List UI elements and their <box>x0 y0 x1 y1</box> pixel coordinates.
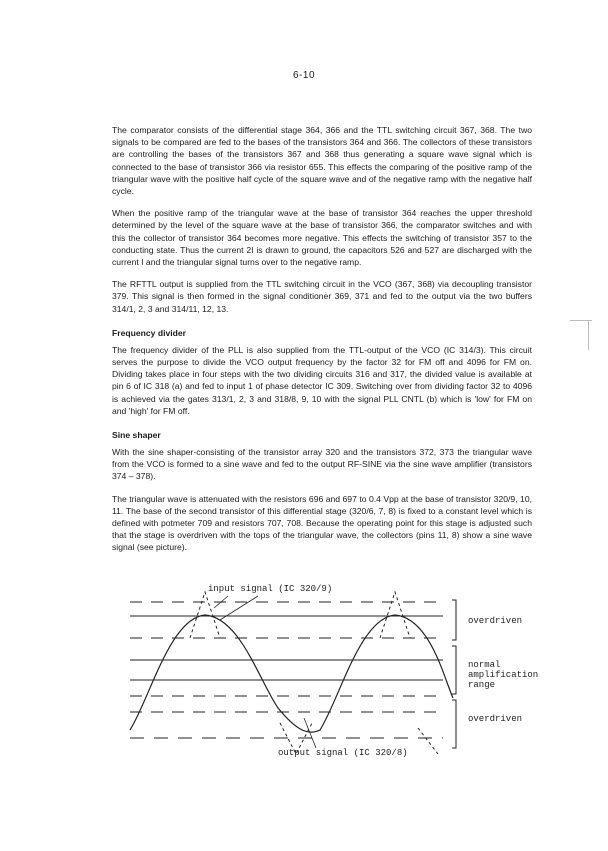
overdriven-bottom-label: overdriven <box>468 714 523 724</box>
document-body <box>112 124 532 564</box>
sine-shaper-diagram <box>108 578 568 768</box>
frequency-divider-paragraph: The frequency divider of the PLL is also supplied from the TTL-output of the VCO (IC 314/3). This circuit serves the purpose to divide the VCO output frequency by the factor 32 for FM off and 4096 for FM on. Dividing takes place in four steps with the two dividing circuits 316 and 317, the divided value is available at pin 6 of IC 318 (a) and fed to input 1 of phase detector IC 309. Switching over from dividing factor 32 to 4096 is achieved via the gates 313/1, 2, 3 and 318/8, 9, 10 with the signal PLL CNTL (b) which is 'low' for FM on and 'high' for FM off. <box>112 344 532 416</box>
normal-label: normal <box>468 660 501 670</box>
output-signal-label: output signal (IC 320/8) <box>278 748 408 758</box>
frequency-divider-heading: Frequency divider <box>112 327 187 338</box>
output-sine-wave <box>130 615 453 732</box>
overdriven-top-label: overdriven <box>468 616 523 626</box>
input-signal-label: input signal (IC 320/9) <box>208 584 333 594</box>
bracket-overdriven-top <box>452 600 456 640</box>
sine-shaper-paragraph-1: With the sine shaper-consisting of the transistor array 320 and the transistors 372, 373 the triangular wave from the VCO is formed to a sine wave and fed to the output RF-SINE via the sine wave amplifier (transistors 374 – 378). <box>112 447 532 482</box>
sine-shaper-paragraph-2: The triangular wave is attenuated with the resistors 696 and 697 to 0.4 Vpp at the base of transistor 320/9, 10, 11. The base of the second transistor of this differential stage (320/6, 7, 8) is fixed to a constant level which is defined with potmeter 709 and resistors 707, 708. Because the operating point for this stage is adjusted such that the stage is overdriven with the tops of the triangular wave, the collectors (pins 11, 8) show a sine wave signal (see picture). <box>112 493 532 553</box>
output-label-pointer <box>304 718 316 748</box>
input-triangle-trough-2 <box>418 728 438 754</box>
bracket-overdriven-bottom <box>452 700 456 748</box>
range-label: range <box>468 680 496 690</box>
amplification-label: amplification <box>468 670 539 680</box>
sine-shaper-heading: Sine shaper <box>112 430 161 441</box>
ramp-switching-paragraph: When the positive ramp of the triangular wave at the base of transistor 364 reaches the upper threshold determined by the level of the square wave at the base of transistor 366, the comparator switches and with this the collector of transistor 364 becomes more negative. This effects the switching of transistor 357 to the conducting state. Thus the current 2I is drawn to ground, the capacitors 526 and 527 are discharged with the current I and the triangular signal turns over to the negative ramp. <box>112 208 532 268</box>
comparator-paragraph: The comparator consists of the differential stage 364, 366 and the TTL switching circuit 367, 368. The two signals to be compared are fed to the bases of the transistors 364 and 366. The collectors of these transistors are controlling the bases of the transistors 367 and 368 thus generating a square wave signal which is connected to the base of transistor 366 via resistor 655. This effects the comparing of the positive ramp of the triangular wave with the positive half cycle of the square wave and of the negative ramp with the negative half cycle. <box>112 125 532 197</box>
page-number: 6-10 <box>292 70 315 81</box>
bracket-normal-range <box>452 646 456 694</box>
rfttl-output-paragraph: The RFTTL output is supplied from the TTL switching circuit in the VCO (367, 368) via decoupling transistor 379. This signal is then formed in the signal conditioner 369, 371 and fed to the output via the two buffers 314/1, 2, 3 and 314/11, 12, 13. <box>112 279 532 314</box>
scan-edge-mark <box>588 320 589 350</box>
